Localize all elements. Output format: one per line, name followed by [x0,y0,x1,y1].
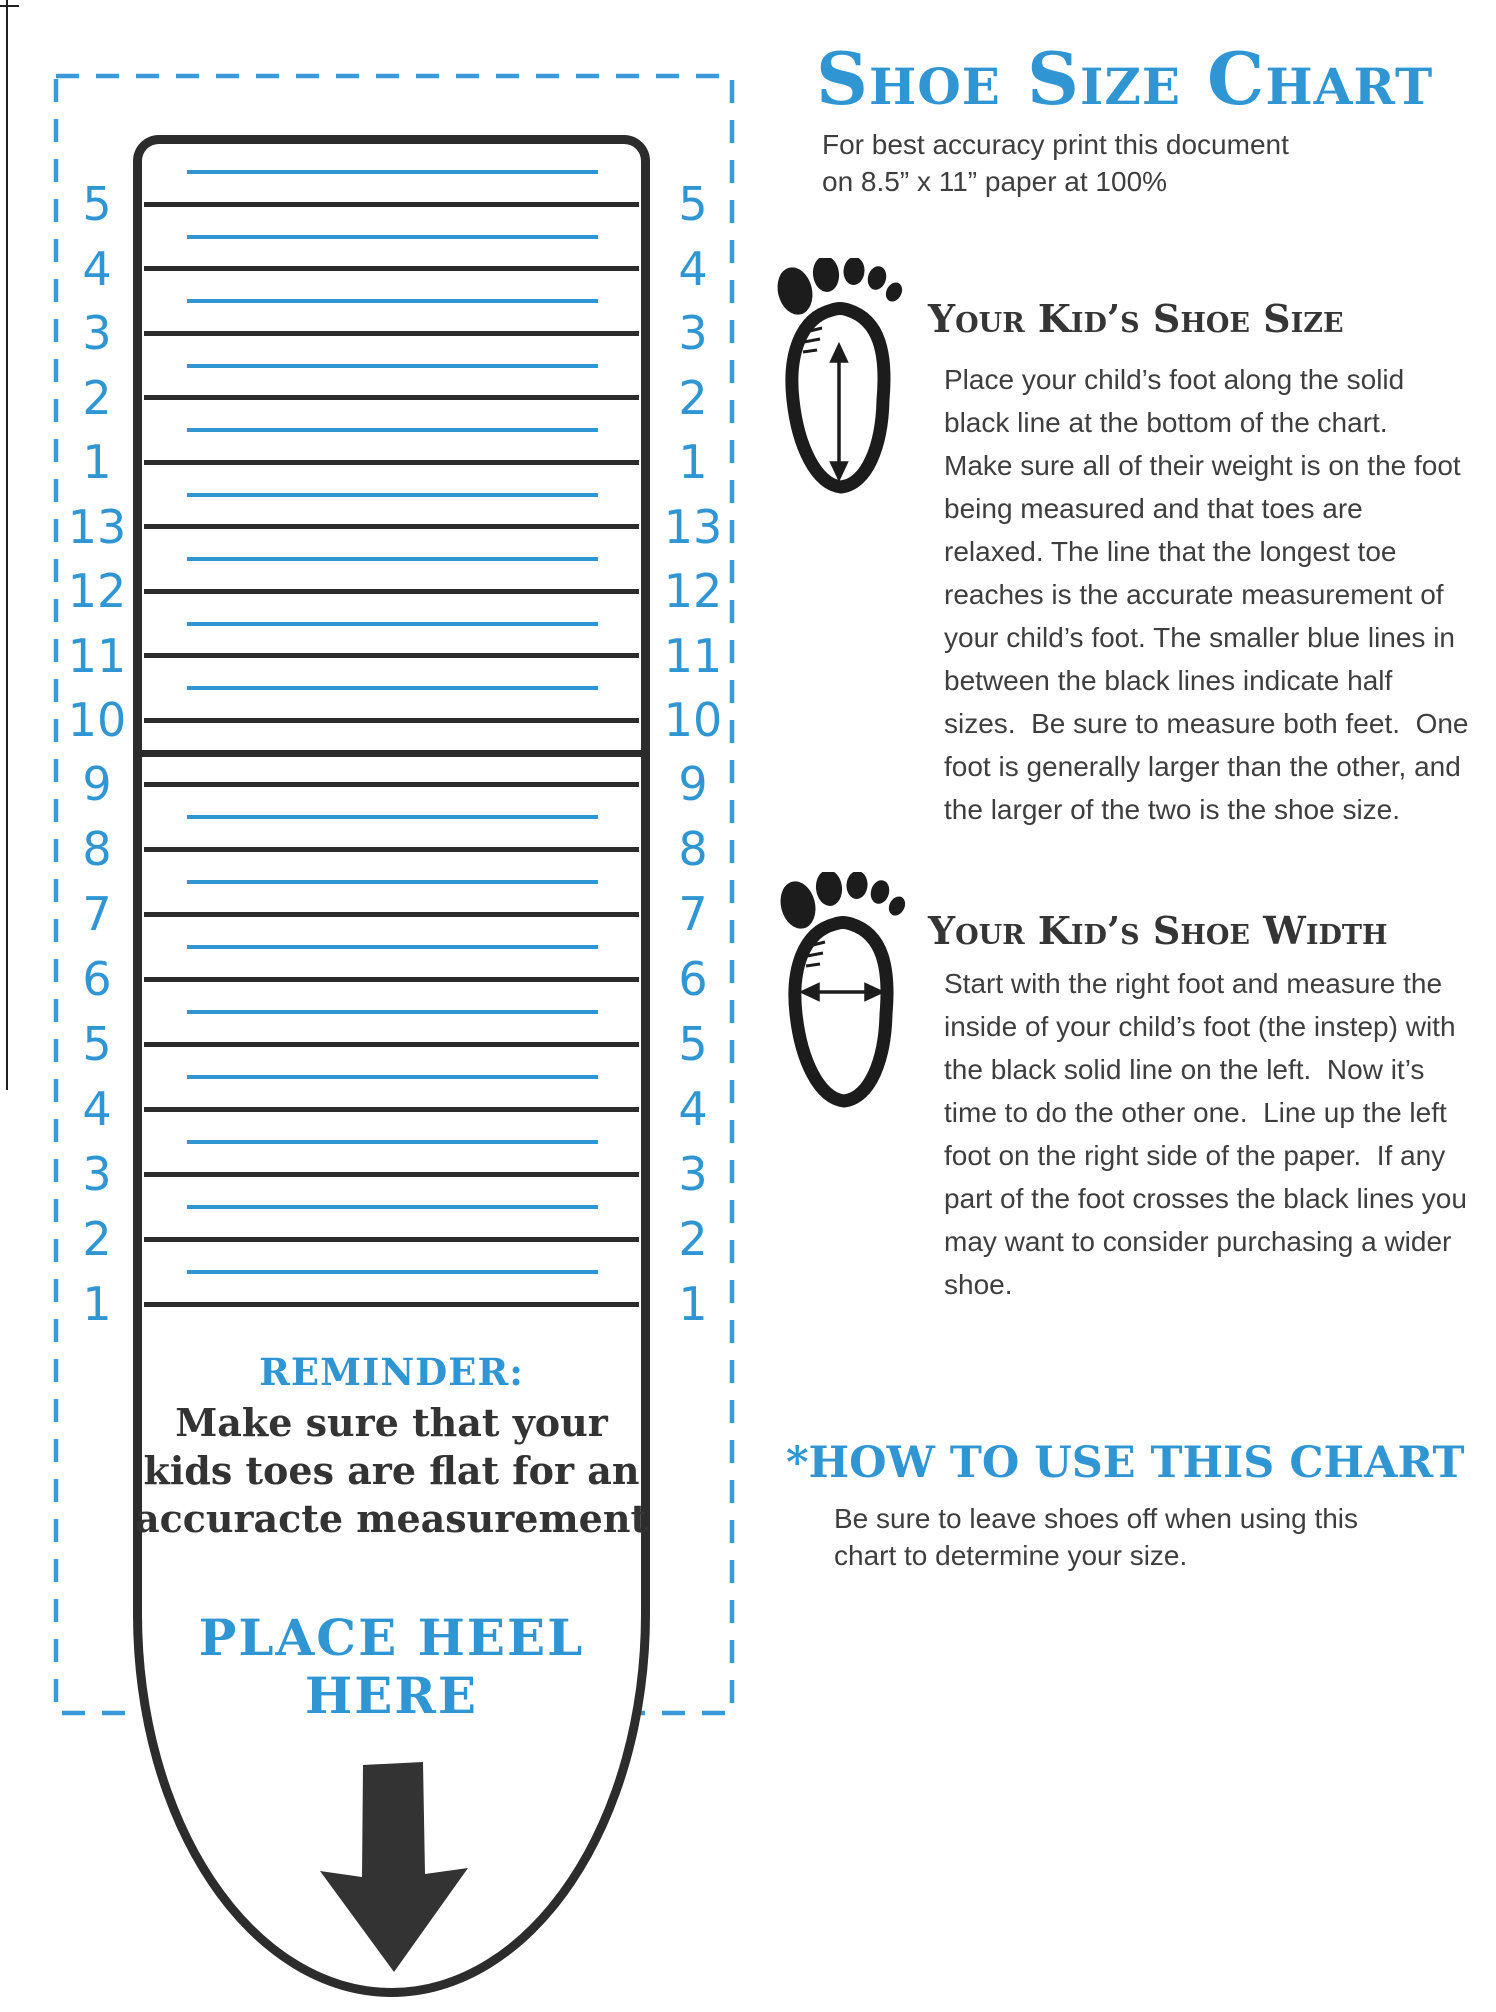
how-to-body: Be sure to leave shoes off when using this chart to determine your size. [834,1503,1366,1571]
full-size-line [144,202,639,207]
half-size-line [187,428,598,432]
full-size-line [144,460,639,465]
size-label-right-6: 6 [678,952,708,1006]
full-size-line [144,1302,639,1307]
print-instructions [822,126,1289,200]
shoe-width-section-body: Start with the right foot and measure the inside of your child’s foot (the instep) with the black solid line on the left. Now it’s time to do the other one. Line up the left foot on the right side of the paper. If any part of the foot crosses the black lines you may want to consider purchasing a wider shoe. [944,968,1475,1300]
full-size-line [144,266,639,271]
half-size-line [187,170,598,174]
size-label-left-2: 2 [82,1212,112,1266]
size-label-left-5: 5 [82,177,112,231]
half-size-line [187,299,598,303]
place-heel-label: PLACE HEEL [198,1608,585,1667]
full-size-line [144,782,639,787]
size-label-right-8: 8 [678,822,708,876]
full-size-line [144,589,639,594]
half-size-line [187,1075,598,1079]
full-size-line [144,1107,639,1112]
size-label-left-4: 4 [82,241,112,296]
size-label-left-3: 3 [82,1147,112,1201]
page-edge-line [6,0,8,1090]
full-size-line [144,1042,639,1047]
size-label-left-8: 8 [82,822,112,876]
shoe-size-section-body: Place your child’s foot along the solid black line at the bottom of the chart. Make sure all of their weight is on the foot being measured and that toes are relaxed. The line that the longest toe reaches is the accurate measurement of your child’s foot. The smaller blue lines in between the black lines indicate half sizes. Be sure to measure both feet. One foot is generally larger than the other, and the larger of the two is the shoe size. [944,364,1477,825]
full-size-line [144,1237,639,1242]
size-label-right-11: 11 [663,628,723,683]
size-label-right-9: 9 [678,757,708,811]
full-size-line [144,1172,639,1177]
size-label-left-10: 10 [67,693,127,747]
reminder-heading: REMINDER: [259,1350,524,1394]
scale-divider-line [133,750,650,757]
size-label-right-10: 10 [663,693,723,747]
size-label-left-13: 13 [67,499,127,554]
size-label-right-12: 12 [663,564,723,618]
half-size-line [187,880,598,884]
half-size-line [187,1010,598,1014]
print-instructions-line: For best accuracy print this document [822,129,1289,160]
how-to-heading: *HOW TO USE THIS CHART [786,1438,1465,1488]
half-size-line [187,235,598,239]
shoe-size-section-heading: Your Kid’s Shoe Size [928,296,1344,341]
full-size-line [144,718,639,723]
size-label-right-1: 1 [678,1277,708,1331]
size-label-left-1: 1 [82,1277,112,1331]
reminder-text-line: accuracte measurement [134,1496,649,1541]
size-label-left-11: 11 [67,628,127,683]
half-size-line [187,364,598,368]
half-size-line [187,686,598,690]
reminder-text-line: kids toes are flat for an [143,1448,640,1493]
shoe-width-section-heading: Your Kid’s Shoe Width [928,908,1388,953]
size-label-right-13: 13 [663,499,723,554]
down-arrow-icon [300,1752,490,1982]
page-title: Shoe Size Chart [816,36,1434,121]
full-size-line [144,977,639,982]
print-instructions-line: on 8.5” x 11” paper at 100% [822,166,1168,197]
page-edge-tick [0,5,19,7]
full-size-line [144,331,639,336]
full-size-line [144,524,639,529]
size-label-right-2: 2 [678,370,708,425]
size-label-left-1: 1 [82,435,112,489]
size-label-left-7: 7 [82,887,112,941]
size-label-left-9: 9 [82,757,112,811]
size-label-left-6: 6 [82,952,112,1006]
foot-length-icon [765,258,915,498]
size-label-right-2: 2 [678,1212,708,1266]
size-label-right-7: 7 [678,887,708,941]
half-size-line [187,815,598,819]
size-label-left-5: 5 [82,1017,112,1071]
half-size-line [187,1205,598,1209]
size-label-right-1: 1 [678,435,708,489]
size-label-right-3: 3 [678,1147,708,1201]
half-size-line [187,622,598,626]
size-label-right-4: 4 [678,241,708,296]
size-label-left-12: 12 [67,564,127,618]
half-size-line [187,493,598,497]
full-size-line [144,847,639,852]
size-label-right-5: 5 [678,1017,708,1071]
size-label-right-4: 4 [678,1082,708,1136]
full-size-line [144,653,639,658]
half-size-line [187,557,598,561]
size-label-left-4: 4 [82,1082,112,1136]
half-size-line [187,1270,598,1274]
size-label-left-3: 3 [82,306,112,360]
half-size-line [187,945,598,949]
full-size-line [144,912,639,917]
size-label-left-2: 2 [82,370,112,425]
place-heel-label: HERE [304,1666,478,1725]
reminder-text-line: Make sure that your [175,1400,608,1445]
size-label-right-3: 3 [678,306,708,360]
full-size-line [144,395,639,400]
foot-width-icon [768,872,918,1112]
half-size-line [187,1140,598,1144]
size-label-right-5: 5 [678,177,708,231]
